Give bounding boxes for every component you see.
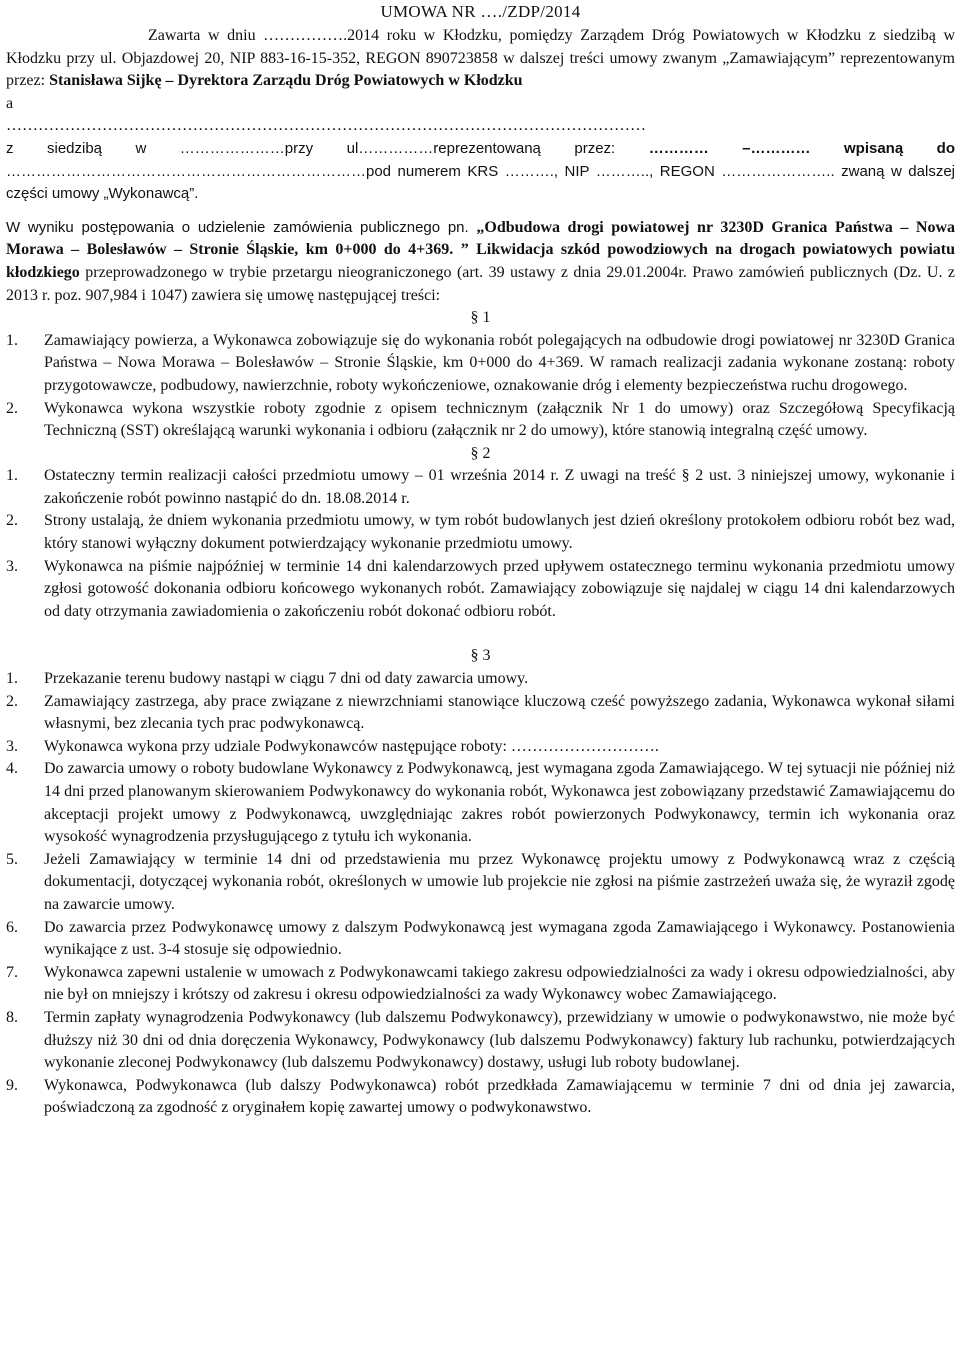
item-text: Wykonawca zapewni ustalenie w umowach z Podwykonawcami takiego zakresu odpowiedzialności za wady i okresu odpowiedzialności, aby nie był on mniejszy i krótszy od zakresu i okresu odpowiedzialności za wady Wykonawcy wobec Zamawiającego. <box>44 963 955 1004</box>
procurement-paragraph <box>6 217 955 307</box>
item-number: 4. <box>6 760 18 778</box>
list-item <box>6 691 955 736</box>
item-text: Zamawiający zastrzega, aby prace związane z niewrzchniami stanowiące kluczową cześć powyższego zadania, Wykonawca wykonał siłami własnymi, bez zlecania tych prac podwykonawcą. <box>44 692 955 733</box>
spacer <box>6 623 955 645</box>
item-number: 2. <box>6 692 18 710</box>
section-2-list <box>6 465 955 623</box>
item-text: Wykonawca na piśmie najpóźniej w terminie 14 dni kalendarzowych przed upływem ostatecznego terminu wykonania przedmiotu umowy zgłosi gotowość dokonania odbioru końcowego wykonanych robót. Zamawiający zobowiązuje się najdalej w ciągu 14 dni kalendarzowych od daty otrzymania zawiadomienia o zakończeniu robót dokonać odbioru robót. <box>44 557 955 620</box>
item-number: 8. <box>6 1008 18 1026</box>
section-3-heading: § 3 <box>470 647 491 665</box>
item-number: 1. <box>6 467 18 485</box>
conjunction-a: a <box>6 94 14 112</box>
list-item <box>6 1007 955 1075</box>
list-item <box>6 758 955 848</box>
item-number: 3. <box>6 737 18 755</box>
item-number: 9. <box>6 1076 18 1094</box>
item-text: Wykonawca wykona wszystkie roboty zgodnie z opisem technicznym (załącznik Nr 1 do umowy) oraz Szczegółową Specyfikacją Techniczną (SST) określającą warunki wykonania i odbioru (załącznik nr 2 do umowy), które stanowią integralną część umowy. <box>44 399 955 440</box>
item-text: Jeżeli Zamawiający w terminie 14 dni od przedstawienia mu przez Wykonawcę projektu umowy z Podwykonawcą wraz z częścią dokumentacji, dotyczącej wykonania robót, określonych w umowie lub projekcie nie zgłosi na piśmie zastrzeżeń uważa się, że wyraził zgodę na zawarcie umowy. <box>44 850 955 913</box>
section-3-list <box>6 668 955 1120</box>
contractor-representative: ………… –………… wpisaną do <box>648 139 955 157</box>
dotted-line: ………………………………………………………………………………………………………… <box>6 117 646 135</box>
item-text: Termin zapłaty wynagrodzenia Podwykonawcy (lub dalszemu Podwykonawcy), przewidziany w umowie o podwykonawstwo, nie może być dłuższy niż 30 dni od dnia doręczenia Wykonawcy, Podwykonawcy (lub dalszemu Podwykonawcy) faktury lub rachunku, potwierdzających wykonanie zleconej Podwykonawcy (lub dalszemu Podwykonawcy) dostawy, usługi lub roboty budowlanej. <box>44 1008 955 1072</box>
item-number: 7. <box>6 963 18 981</box>
item-text: Do zawarcia umowy o roboty budowlane Wykonawcy z Podwykonawcą, jest wymagana zgoda Zamawiającego. W tej sytuacji nie później niż 14 dni przed planowanym skierowaniem Podwykonawcy do wykonania robót, Wykonawca jest zobowiązany przedstawić Zamawiającemu do akceptacji projekt umowy z Podwykonawcą, uwzględniając zakres robót powierzonych Podwykonawcy, termin ich wykonania oraz wysokość wynagrodzenia przysługującego z tytułu ich wykonania. <box>44 760 955 846</box>
representative-name: Stanisława Sijkę – Dyrektora Zarządu Dróg Powiatowych w Kłodzku <box>49 72 523 90</box>
section-1-list <box>6 330 955 443</box>
procurement-title: „Odbudowa drogi powiatowej nr 3230D Granica Państwa – Nowa Morawa – Bolesławów – Stronie Śląskie, km 0+000 do 4+369. ” Likwidacja szkód powodziowych na drogach powiatowych powiatu kłodzkiego <box>6 218 955 281</box>
section-1-heading: § 1 <box>470 309 491 327</box>
list-item <box>6 1075 955 1120</box>
item-text: Ostateczny termin realizacji całości przedmiotu umowy – 01 września 2014 r. Z uwagi na treść § 2 ust. 3 niniejszej umowy, wykonanie i zakończenie robót powinno nastąpić do dn. 18.08.2014 r. <box>44 467 955 507</box>
intro-text: Zawarta w dniu …………….2014 roku w Kłodzku, pomiędzy Zarządem Dróg Powiatowych w Kłodzku z siedzibą w Kłodzku przy ul. Objazdowej 20, NIP 883-16-15-352, REGON 890723858 w dalszej treści umowy zwanym „Zamawiającym” reprezentowanym przez: <box>6 27 955 90</box>
item-text: Do zawarcia przez Podwykonawcę umowy z dalszym Podwykonawcą jest wymagana zgoda Zamawiającego i Wykonawcy. Postanowienia wynikające z ust. 3-4 stosuje się odpowiednio. <box>44 918 955 959</box>
item-number: 2. <box>6 512 18 530</box>
list-item <box>6 917 955 962</box>
item-number: 2. <box>6 399 18 417</box>
list-item <box>6 330 955 398</box>
contractor-paragraph <box>6 138 955 206</box>
procurement-rest: przeprowadzonego w trybie przetargu nieograniczonego (art. 39 ustawy z dnia 29.01.2004r. Prawo zamówień publicznych (Dz. U. z 2013 r. poz. 907,984 i 1047) zawiera się umowę następującej treści: <box>6 263 955 304</box>
intro-paragraph <box>6 25 955 93</box>
item-text: Wykonawca wykona przy udziale Podwykonawców następujące roboty: ………………………. <box>44 737 659 755</box>
contractor-text-2: ………………………………………………………………pod numerem KRS ………., NIP ……….., REGON ………………….. zwaną w dalszej części umowy „Wykonawcą”. <box>6 162 955 203</box>
item-number: 1. <box>6 331 18 349</box>
item-text: Wykonawca, Podwykonawca (lub dalszy Podwykonawca) robót przedkłada Zamawiającemu w terminie 7 dni od dnia jej zawarcia, poświadczoną za zgodność z oryginałem kopię zawartej umowy o podwykonawstwo. <box>44 1076 955 1117</box>
list-item <box>6 556 955 624</box>
item-text: Zamawiający powierza, a Wykonawca zobowiązuje się do wykonania robót polegających na odbudowie drogi powiatowej nr 3230D Granica Państwa – Nowa Morawa – Bolesławów – Stronie Śląskie, km 0+000 do 4+369. W ramach realizacji zadania wykonane zostaną: roboty przygotowawcze, podbudowy, nawierzchnie, roboty wykończeniowe, oznakowanie dróg i elementy bezpieczeństwa ruchu drogowego. <box>44 331 955 394</box>
document-title: UMOWA NR …./ZDP/2014 <box>380 2 581 21</box>
list-item <box>6 849 955 917</box>
contractor-text-1: z siedzibą w …………………przy ul……………reprezentowaną przez: <box>6 139 649 157</box>
section-2-heading: § 2 <box>470 444 491 462</box>
procurement-intro: W wyniku postępowania o udzielenie zamówienia publicznego pn. <box>6 218 477 236</box>
item-number: 1. <box>6 670 18 688</box>
item-text: Przekazanie terenu budowy nastąpi w ciągu 7 dni od daty zawarcia umowy. <box>44 670 529 688</box>
item-number: 5. <box>6 850 18 868</box>
item-text: Strony ustalają, że dniem wykonania przedmiotu umowy, w tym robót budowlanych jest dzień określony protokołem odbioru robót bez wad, który stanowi wyłączny dokument potwierdzający wykonanie przedmiotu umowy. <box>44 512 955 553</box>
list-item <box>6 398 955 443</box>
list-item <box>6 736 955 759</box>
list-item <box>6 668 955 691</box>
item-number: 3. <box>6 557 18 575</box>
item-number: 6. <box>6 918 18 936</box>
list-item <box>6 510 955 555</box>
list-item <box>6 962 955 1007</box>
list-item <box>6 465 955 510</box>
